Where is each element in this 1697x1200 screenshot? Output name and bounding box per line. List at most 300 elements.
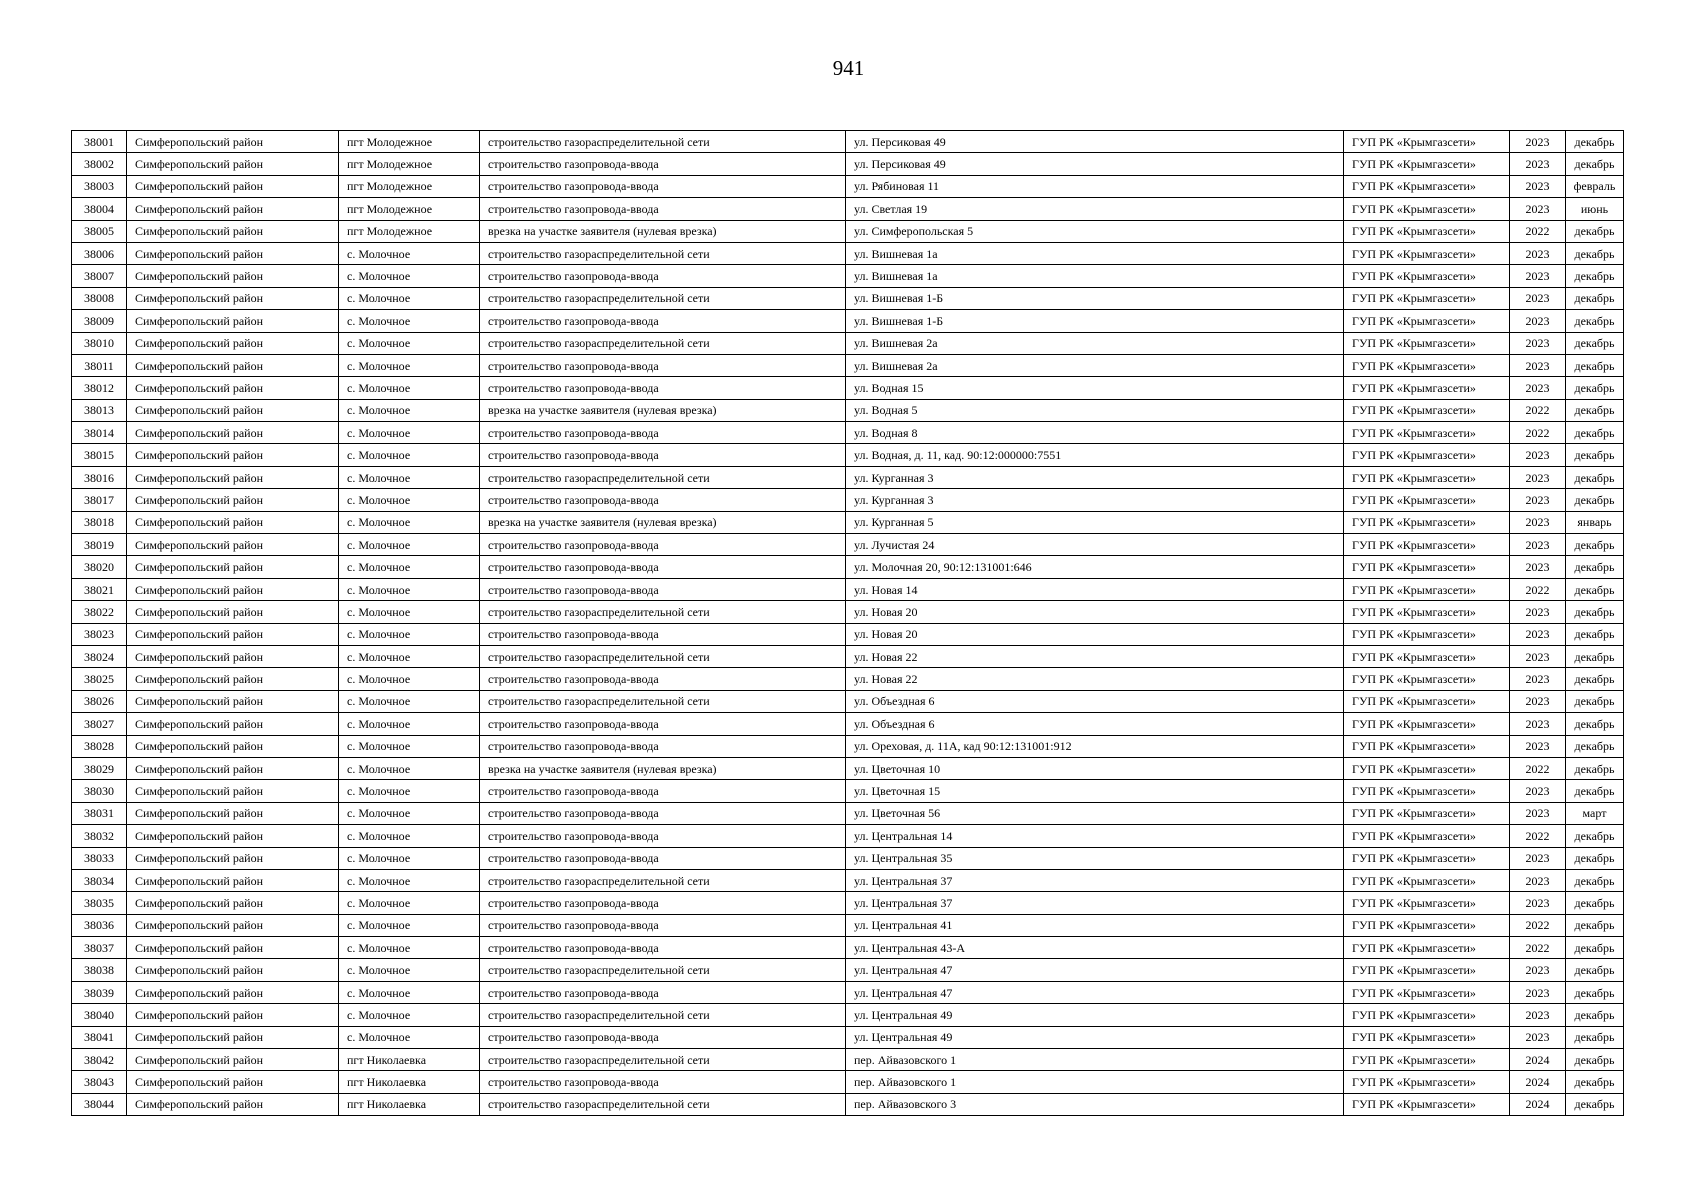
year-cell: 2022: [1510, 578, 1566, 600]
page-number: 941: [832, 56, 865, 80]
organization-cell: ГУП РК «Крымгазсети»: [1344, 1049, 1510, 1071]
district-cell: Симферопольский район: [127, 757, 339, 779]
work-type-cell: строительство газораспределительной сети: [480, 131, 846, 153]
work-type-cell: строительство газораспределительной сети: [480, 601, 846, 623]
month-cell: декабрь: [1566, 310, 1624, 332]
address-cell: ул. Объездная 6: [846, 690, 1344, 712]
locality-cell: с. Молочное: [339, 601, 480, 623]
locality-cell: с. Молочное: [339, 623, 480, 645]
work-type-cell: строительство газораспределительной сети: [480, 1093, 846, 1115]
month-cell: декабрь: [1566, 489, 1624, 511]
district-cell: Симферопольский район: [127, 556, 339, 578]
organization-cell: ГУП РК «Крымгазсети»: [1344, 1071, 1510, 1093]
locality-cell: с. Молочное: [339, 556, 480, 578]
district-cell: Симферопольский район: [127, 780, 339, 802]
district-cell: Симферопольский район: [127, 466, 339, 488]
row-number: 38023: [72, 623, 127, 645]
address-cell: ул. Курганная 3: [846, 489, 1344, 511]
row-number: 38031: [72, 802, 127, 824]
month-cell: декабрь: [1566, 354, 1624, 376]
year-cell: 2022: [1510, 220, 1566, 242]
table-row: [72, 131, 1624, 153]
locality-cell: пгт Николаевка: [339, 1071, 480, 1093]
month-cell: декабрь: [1566, 1071, 1624, 1093]
year-cell: 2024: [1510, 1093, 1566, 1115]
row-number: 38010: [72, 332, 127, 354]
table-row: [72, 287, 1624, 309]
work-type-cell: строительство газопровода-ввода: [480, 937, 846, 959]
row-number: 38024: [72, 645, 127, 667]
year-cell: 2023: [1510, 131, 1566, 153]
table-row: [72, 892, 1624, 914]
address-cell: ул. Ореховая, д. 11А, кад 90:12:131001:912: [846, 735, 1344, 757]
locality-cell: с. Молочное: [339, 1026, 480, 1048]
table-row: [72, 534, 1624, 556]
organization-cell: ГУП РК «Крымгазсети»: [1344, 959, 1510, 981]
work-type-cell: строительство газопровода-ввода: [480, 534, 846, 556]
district-cell: Симферопольский район: [127, 668, 339, 690]
address-cell: ул. Персиковая 49: [846, 153, 1344, 175]
address-cell: ул. Водная 15: [846, 377, 1344, 399]
district-cell: Симферопольский район: [127, 287, 339, 309]
year-cell: 2023: [1510, 511, 1566, 533]
district-cell: Симферопольский район: [127, 153, 339, 175]
month-cell: декабрь: [1566, 713, 1624, 735]
district-cell: Симферопольский район: [127, 310, 339, 332]
year-cell: 2023: [1510, 466, 1566, 488]
table-row: [72, 914, 1624, 936]
work-type-cell: строительство газораспределительной сети: [480, 332, 846, 354]
work-type-cell: строительство газопровода-ввода: [480, 556, 846, 578]
district-cell: Симферопольский район: [127, 914, 339, 936]
district-cell: Симферопольский район: [127, 937, 339, 959]
address-cell: ул. Центральная 49: [846, 1026, 1344, 1048]
district-cell: Симферопольский район: [127, 601, 339, 623]
row-number: 38009: [72, 310, 127, 332]
table-row: [72, 802, 1624, 824]
row-number: 38026: [72, 690, 127, 712]
locality-cell: с. Молочное: [339, 802, 480, 824]
row-number: 38037: [72, 937, 127, 959]
month-cell: февраль: [1566, 175, 1624, 197]
table-row: [72, 153, 1624, 175]
organization-cell: ГУП РК «Крымгазсети»: [1344, 422, 1510, 444]
month-cell: декабрь: [1566, 1049, 1624, 1071]
row-number: 38014: [72, 422, 127, 444]
year-cell: 2022: [1510, 399, 1566, 421]
district-cell: Симферопольский район: [127, 645, 339, 667]
address-cell: ул. Центральная 14: [846, 825, 1344, 847]
month-cell: декабрь: [1566, 153, 1624, 175]
locality-cell: с. Молочное: [339, 354, 480, 376]
locality-cell: с. Молочное: [339, 780, 480, 802]
year-cell: 2023: [1510, 265, 1566, 287]
work-type-cell: врезка на участке заявителя (нулевая врезка): [480, 220, 846, 242]
organization-cell: ГУП РК «Крымгазсети»: [1344, 198, 1510, 220]
table-row: [72, 265, 1624, 287]
row-number: 38021: [72, 578, 127, 600]
month-cell: декабрь: [1566, 1004, 1624, 1026]
table-body: [72, 131, 1624, 1116]
month-cell: декабрь: [1566, 444, 1624, 466]
work-type-cell: строительство газораспределительной сети: [480, 466, 846, 488]
organization-cell: ГУП РК «Крымгазсети»: [1344, 847, 1510, 869]
table-row: [72, 556, 1624, 578]
locality-cell: с. Молочное: [339, 825, 480, 847]
address-cell: ул. Новая 22: [846, 645, 1344, 667]
organization-cell: ГУП РК «Крымгазсети»: [1344, 981, 1510, 1003]
organization-cell: ГУП РК «Крымгазсети»: [1344, 892, 1510, 914]
address-cell: ул. Водная, д. 11, кад. 90:12:000000:7551: [846, 444, 1344, 466]
organization-cell: ГУП РК «Крымгазсети»: [1344, 511, 1510, 533]
year-cell: 2023: [1510, 489, 1566, 511]
address-cell: пер. Айвазовского 3: [846, 1093, 1344, 1115]
district-cell: Симферопольский район: [127, 242, 339, 264]
locality-cell: с. Молочное: [339, 713, 480, 735]
year-cell: 2022: [1510, 914, 1566, 936]
work-type-cell: строительство газопровода-ввода: [480, 265, 846, 287]
row-number: 38004: [72, 198, 127, 220]
locality-cell: пгт Молодежное: [339, 198, 480, 220]
work-type-cell: строительство газопровода-ввода: [480, 623, 846, 645]
table-row: [72, 511, 1624, 533]
address-cell: пер. Айвазовского 1: [846, 1049, 1344, 1071]
month-cell: декабрь: [1566, 892, 1624, 914]
table-row: [72, 780, 1624, 802]
month-cell: декабрь: [1566, 735, 1624, 757]
row-number: 38020: [72, 556, 127, 578]
table-row: [72, 713, 1624, 735]
table-row: [72, 825, 1624, 847]
row-number: 38027: [72, 713, 127, 735]
district-cell: Симферопольский район: [127, 265, 339, 287]
year-cell: 2023: [1510, 780, 1566, 802]
table-row: [72, 959, 1624, 981]
table-row: [72, 1049, 1624, 1071]
year-cell: 2023: [1510, 802, 1566, 824]
work-type-cell: строительство газопровода-ввода: [480, 175, 846, 197]
table-row: [72, 937, 1624, 959]
work-type-cell: строительство газопровода-ввода: [480, 713, 846, 735]
address-cell: ул. Вишневая 2а: [846, 354, 1344, 376]
work-type-cell: строительство газопровода-ввода: [480, 780, 846, 802]
work-type-cell: строительство газопровода-ввода: [480, 1026, 846, 1048]
district-cell: Симферопольский район: [127, 131, 339, 153]
organization-cell: ГУП РК «Крымгазсети»: [1344, 377, 1510, 399]
organization-cell: ГУП РК «Крымгазсети»: [1344, 780, 1510, 802]
year-cell: 2023: [1510, 892, 1566, 914]
address-cell: ул. Рябиновая 11: [846, 175, 1344, 197]
address-cell: пер. Айвазовского 1: [846, 1071, 1344, 1093]
year-cell: 2022: [1510, 825, 1566, 847]
work-type-cell: врезка на участке заявителя (нулевая врезка): [480, 511, 846, 533]
table-row: [72, 220, 1624, 242]
month-cell: декабрь: [1566, 780, 1624, 802]
work-type-cell: строительство газораспределительной сети: [480, 959, 846, 981]
district-cell: Симферопольский район: [127, 1004, 339, 1026]
locality-cell: с. Молочное: [339, 981, 480, 1003]
table-row: [72, 242, 1624, 264]
district-cell: Симферопольский район: [127, 847, 339, 869]
table-row: [72, 310, 1624, 332]
organization-cell: ГУП РК «Крымгазсети»: [1344, 825, 1510, 847]
table-row: [72, 198, 1624, 220]
work-type-cell: строительство газопровода-ввода: [480, 310, 846, 332]
district-cell: Симферопольский район: [127, 623, 339, 645]
year-cell: 2023: [1510, 242, 1566, 264]
work-type-cell: строительство газопровода-ввода: [480, 847, 846, 869]
month-cell: декабрь: [1566, 690, 1624, 712]
month-cell: декабрь: [1566, 1093, 1624, 1115]
address-cell: ул. Новая 14: [846, 578, 1344, 600]
organization-cell: ГУП РК «Крымгазсети»: [1344, 1026, 1510, 1048]
locality-cell: с. Молочное: [339, 444, 480, 466]
row-number: 38008: [72, 287, 127, 309]
address-cell: ул. Новая 20: [846, 601, 1344, 623]
locality-cell: пгт Молодежное: [339, 175, 480, 197]
address-cell: ул. Симферопольская 5: [846, 220, 1344, 242]
locality-cell: пгт Молодежное: [339, 131, 480, 153]
address-cell: ул. Новая 22: [846, 668, 1344, 690]
address-cell: ул. Водная 5: [846, 399, 1344, 421]
locality-cell: с. Молочное: [339, 422, 480, 444]
work-type-cell: строительство газораспределительной сети: [480, 242, 846, 264]
work-type-cell: строительство газопровода-ввода: [480, 735, 846, 757]
address-cell: ул. Центральная 37: [846, 869, 1344, 891]
work-type-cell: строительство газопровода-ввода: [480, 825, 846, 847]
locality-cell: с. Молочное: [339, 1004, 480, 1026]
locality-cell: с. Молочное: [339, 690, 480, 712]
work-type-cell: строительство газопровода-ввода: [480, 892, 846, 914]
month-cell: декабрь: [1566, 287, 1624, 309]
district-cell: Симферопольский район: [127, 198, 339, 220]
locality-cell: с. Молочное: [339, 287, 480, 309]
year-cell: 2023: [1510, 354, 1566, 376]
table-row: [72, 175, 1624, 197]
table-row: [72, 1093, 1624, 1115]
district-cell: Симферопольский район: [127, 175, 339, 197]
table-row: [72, 690, 1624, 712]
organization-cell: ГУП РК «Крымгазсети»: [1344, 1004, 1510, 1026]
organization-cell: ГУП РК «Крымгазсети»: [1344, 175, 1510, 197]
year-cell: 2023: [1510, 332, 1566, 354]
month-cell: декабрь: [1566, 668, 1624, 690]
year-cell: 2023: [1510, 198, 1566, 220]
district-cell: Симферопольский район: [127, 1026, 339, 1048]
row-number: 38034: [72, 869, 127, 891]
organization-cell: ГУП РК «Крымгазсети»: [1344, 578, 1510, 600]
locality-cell: с. Молочное: [339, 645, 480, 667]
work-type-cell: строительство газопровода-ввода: [480, 354, 846, 376]
address-cell: ул. Цветочная 15: [846, 780, 1344, 802]
year-cell: 2023: [1510, 690, 1566, 712]
address-cell: ул. Курганная 3: [846, 466, 1344, 488]
year-cell: 2023: [1510, 668, 1566, 690]
locality-cell: с. Молочное: [339, 578, 480, 600]
locality-cell: с. Молочное: [339, 892, 480, 914]
year-cell: 2024: [1510, 1049, 1566, 1071]
year-cell: 2023: [1510, 981, 1566, 1003]
work-type-cell: строительство газопровода-ввода: [480, 578, 846, 600]
year-cell: 2023: [1510, 869, 1566, 891]
month-cell: декабрь: [1566, 556, 1624, 578]
district-cell: Симферопольский район: [127, 489, 339, 511]
row-number: 38019: [72, 534, 127, 556]
locality-cell: с. Молочное: [339, 310, 480, 332]
organization-cell: ГУП РК «Крымгазсети»: [1344, 310, 1510, 332]
work-type-cell: строительство газораспределительной сети: [480, 645, 846, 667]
table-row: [72, 466, 1624, 488]
locality-cell: с. Молочное: [339, 869, 480, 891]
locality-cell: с. Молочное: [339, 735, 480, 757]
work-type-cell: строительство газопровода-ввода: [480, 668, 846, 690]
work-type-cell: строительство газораспределительной сети: [480, 1004, 846, 1026]
month-cell: декабрь: [1566, 825, 1624, 847]
locality-cell: с. Молочное: [339, 242, 480, 264]
organization-cell: ГУП РК «Крымгазсети»: [1344, 489, 1510, 511]
address-cell: ул. Лучистая 24: [846, 534, 1344, 556]
organization-cell: ГУП РК «Крымгазсети»: [1344, 914, 1510, 936]
district-cell: Симферопольский район: [127, 690, 339, 712]
row-number: 38011: [72, 354, 127, 376]
table-row: [72, 981, 1624, 1003]
district-cell: Симферопольский район: [127, 1049, 339, 1071]
locality-cell: с. Молочное: [339, 332, 480, 354]
row-number: 38036: [72, 914, 127, 936]
row-number: 38006: [72, 242, 127, 264]
work-type-cell: строительство газопровода-ввода: [480, 489, 846, 511]
year-cell: 2023: [1510, 310, 1566, 332]
organization-cell: ГУП РК «Крымгазсети»: [1344, 466, 1510, 488]
organization-cell: ГУП РК «Крымгазсети»: [1344, 645, 1510, 667]
work-type-cell: строительство газопровода-ввода: [480, 981, 846, 1003]
district-cell: Симферопольский район: [127, 735, 339, 757]
table-row: [72, 735, 1624, 757]
table-row: [72, 354, 1624, 376]
district-cell: Симферопольский район: [127, 1071, 339, 1093]
table-row: [72, 601, 1624, 623]
row-number: 38016: [72, 466, 127, 488]
row-number: 38042: [72, 1049, 127, 1071]
table-row: [72, 377, 1624, 399]
locality-cell: пгт Молодежное: [339, 220, 480, 242]
address-cell: ул. Водная 8: [846, 422, 1344, 444]
month-cell: март: [1566, 802, 1624, 824]
district-cell: Симферопольский район: [127, 959, 339, 981]
row-number: 38035: [72, 892, 127, 914]
row-number: 38032: [72, 825, 127, 847]
work-type-cell: строительство газораспределительной сети: [480, 287, 846, 309]
work-type-cell: строительство газопровода-ввода: [480, 377, 846, 399]
month-cell: декабрь: [1566, 937, 1624, 959]
month-cell: декабрь: [1566, 645, 1624, 667]
month-cell: декабрь: [1566, 959, 1624, 981]
month-cell: декабрь: [1566, 399, 1624, 421]
district-cell: Симферопольский район: [127, 444, 339, 466]
organization-cell: ГУП РК «Крымгазсети»: [1344, 242, 1510, 264]
year-cell: 2023: [1510, 1004, 1566, 1026]
month-cell: январь: [1566, 511, 1624, 533]
row-number: 38043: [72, 1071, 127, 1093]
address-cell: ул. Молочная 20, 90:12:131001:646: [846, 556, 1344, 578]
locality-cell: с. Молочное: [339, 847, 480, 869]
row-number: 38015: [72, 444, 127, 466]
year-cell: 2023: [1510, 623, 1566, 645]
locality-cell: с. Молочное: [339, 757, 480, 779]
row-number: 38033: [72, 847, 127, 869]
organization-cell: ГУП РК «Крымгазсети»: [1344, 869, 1510, 891]
work-type-cell: строительство газораспределительной сети: [480, 869, 846, 891]
locality-cell: с. Молочное: [339, 265, 480, 287]
district-cell: Симферопольский район: [127, 1093, 339, 1115]
month-cell: декабрь: [1566, 220, 1624, 242]
district-cell: Симферопольский район: [127, 220, 339, 242]
district-cell: Симферопольский район: [127, 981, 339, 1003]
organization-cell: ГУП РК «Крымгазсети»: [1344, 601, 1510, 623]
month-cell: декабрь: [1566, 332, 1624, 354]
year-cell: 2023: [1510, 601, 1566, 623]
row-number: 38040: [72, 1004, 127, 1026]
organization-cell: ГУП РК «Крымгазсети»: [1344, 444, 1510, 466]
row-number: 38022: [72, 601, 127, 623]
locality-cell: с. Молочное: [339, 466, 480, 488]
address-cell: ул. Объездная 6: [846, 713, 1344, 735]
year-cell: 2023: [1510, 556, 1566, 578]
table-row: [72, 1004, 1624, 1026]
district-cell: Симферопольский район: [127, 825, 339, 847]
address-cell: ул. Вишневая 1-Б: [846, 310, 1344, 332]
district-cell: Симферопольский район: [127, 578, 339, 600]
address-cell: ул. Центральная 47: [846, 959, 1344, 981]
organization-cell: ГУП РК «Крымгазсети»: [1344, 668, 1510, 690]
organization-cell: ГУП РК «Крымгазсети»: [1344, 802, 1510, 824]
locality-cell: с. Молочное: [339, 914, 480, 936]
district-cell: Симферопольский район: [127, 511, 339, 533]
year-cell: 2023: [1510, 287, 1566, 309]
address-cell: ул. Персиковая 49: [846, 131, 1344, 153]
row-number: 38003: [72, 175, 127, 197]
month-cell: декабрь: [1566, 242, 1624, 264]
district-cell: Симферопольский район: [127, 332, 339, 354]
organization-cell: ГУП РК «Крымгазсети»: [1344, 623, 1510, 645]
organization-cell: ГУП РК «Крымгазсети»: [1344, 713, 1510, 735]
district-cell: Симферопольский район: [127, 713, 339, 735]
work-type-cell: строительство газопровода-ввода: [480, 444, 846, 466]
work-type-cell: строительство газопровода-ввода: [480, 198, 846, 220]
table-row: [72, 332, 1624, 354]
year-cell: 2022: [1510, 422, 1566, 444]
address-cell: ул. Центральная 49: [846, 1004, 1344, 1026]
organization-cell: ГУП РК «Крымгазсети»: [1344, 354, 1510, 376]
row-number: 38005: [72, 220, 127, 242]
row-number: 38017: [72, 489, 127, 511]
year-cell: 2023: [1510, 175, 1566, 197]
district-cell: Симферопольский район: [127, 422, 339, 444]
organization-cell: ГУП РК «Крымгазсети»: [1344, 1093, 1510, 1115]
row-number: 38013: [72, 399, 127, 421]
row-number: 38028: [72, 735, 127, 757]
month-cell: декабрь: [1566, 466, 1624, 488]
month-cell: декабрь: [1566, 422, 1624, 444]
row-number: 38012: [72, 377, 127, 399]
locality-cell: с. Молочное: [339, 399, 480, 421]
row-number: 38039: [72, 981, 127, 1003]
organization-cell: ГУП РК «Крымгазсети»: [1344, 534, 1510, 556]
row-number: 38041: [72, 1026, 127, 1048]
year-cell: 2023: [1510, 377, 1566, 399]
address-cell: ул. Вишневая 1а: [846, 242, 1344, 264]
address-cell: ул. Центральная 43-А: [846, 937, 1344, 959]
